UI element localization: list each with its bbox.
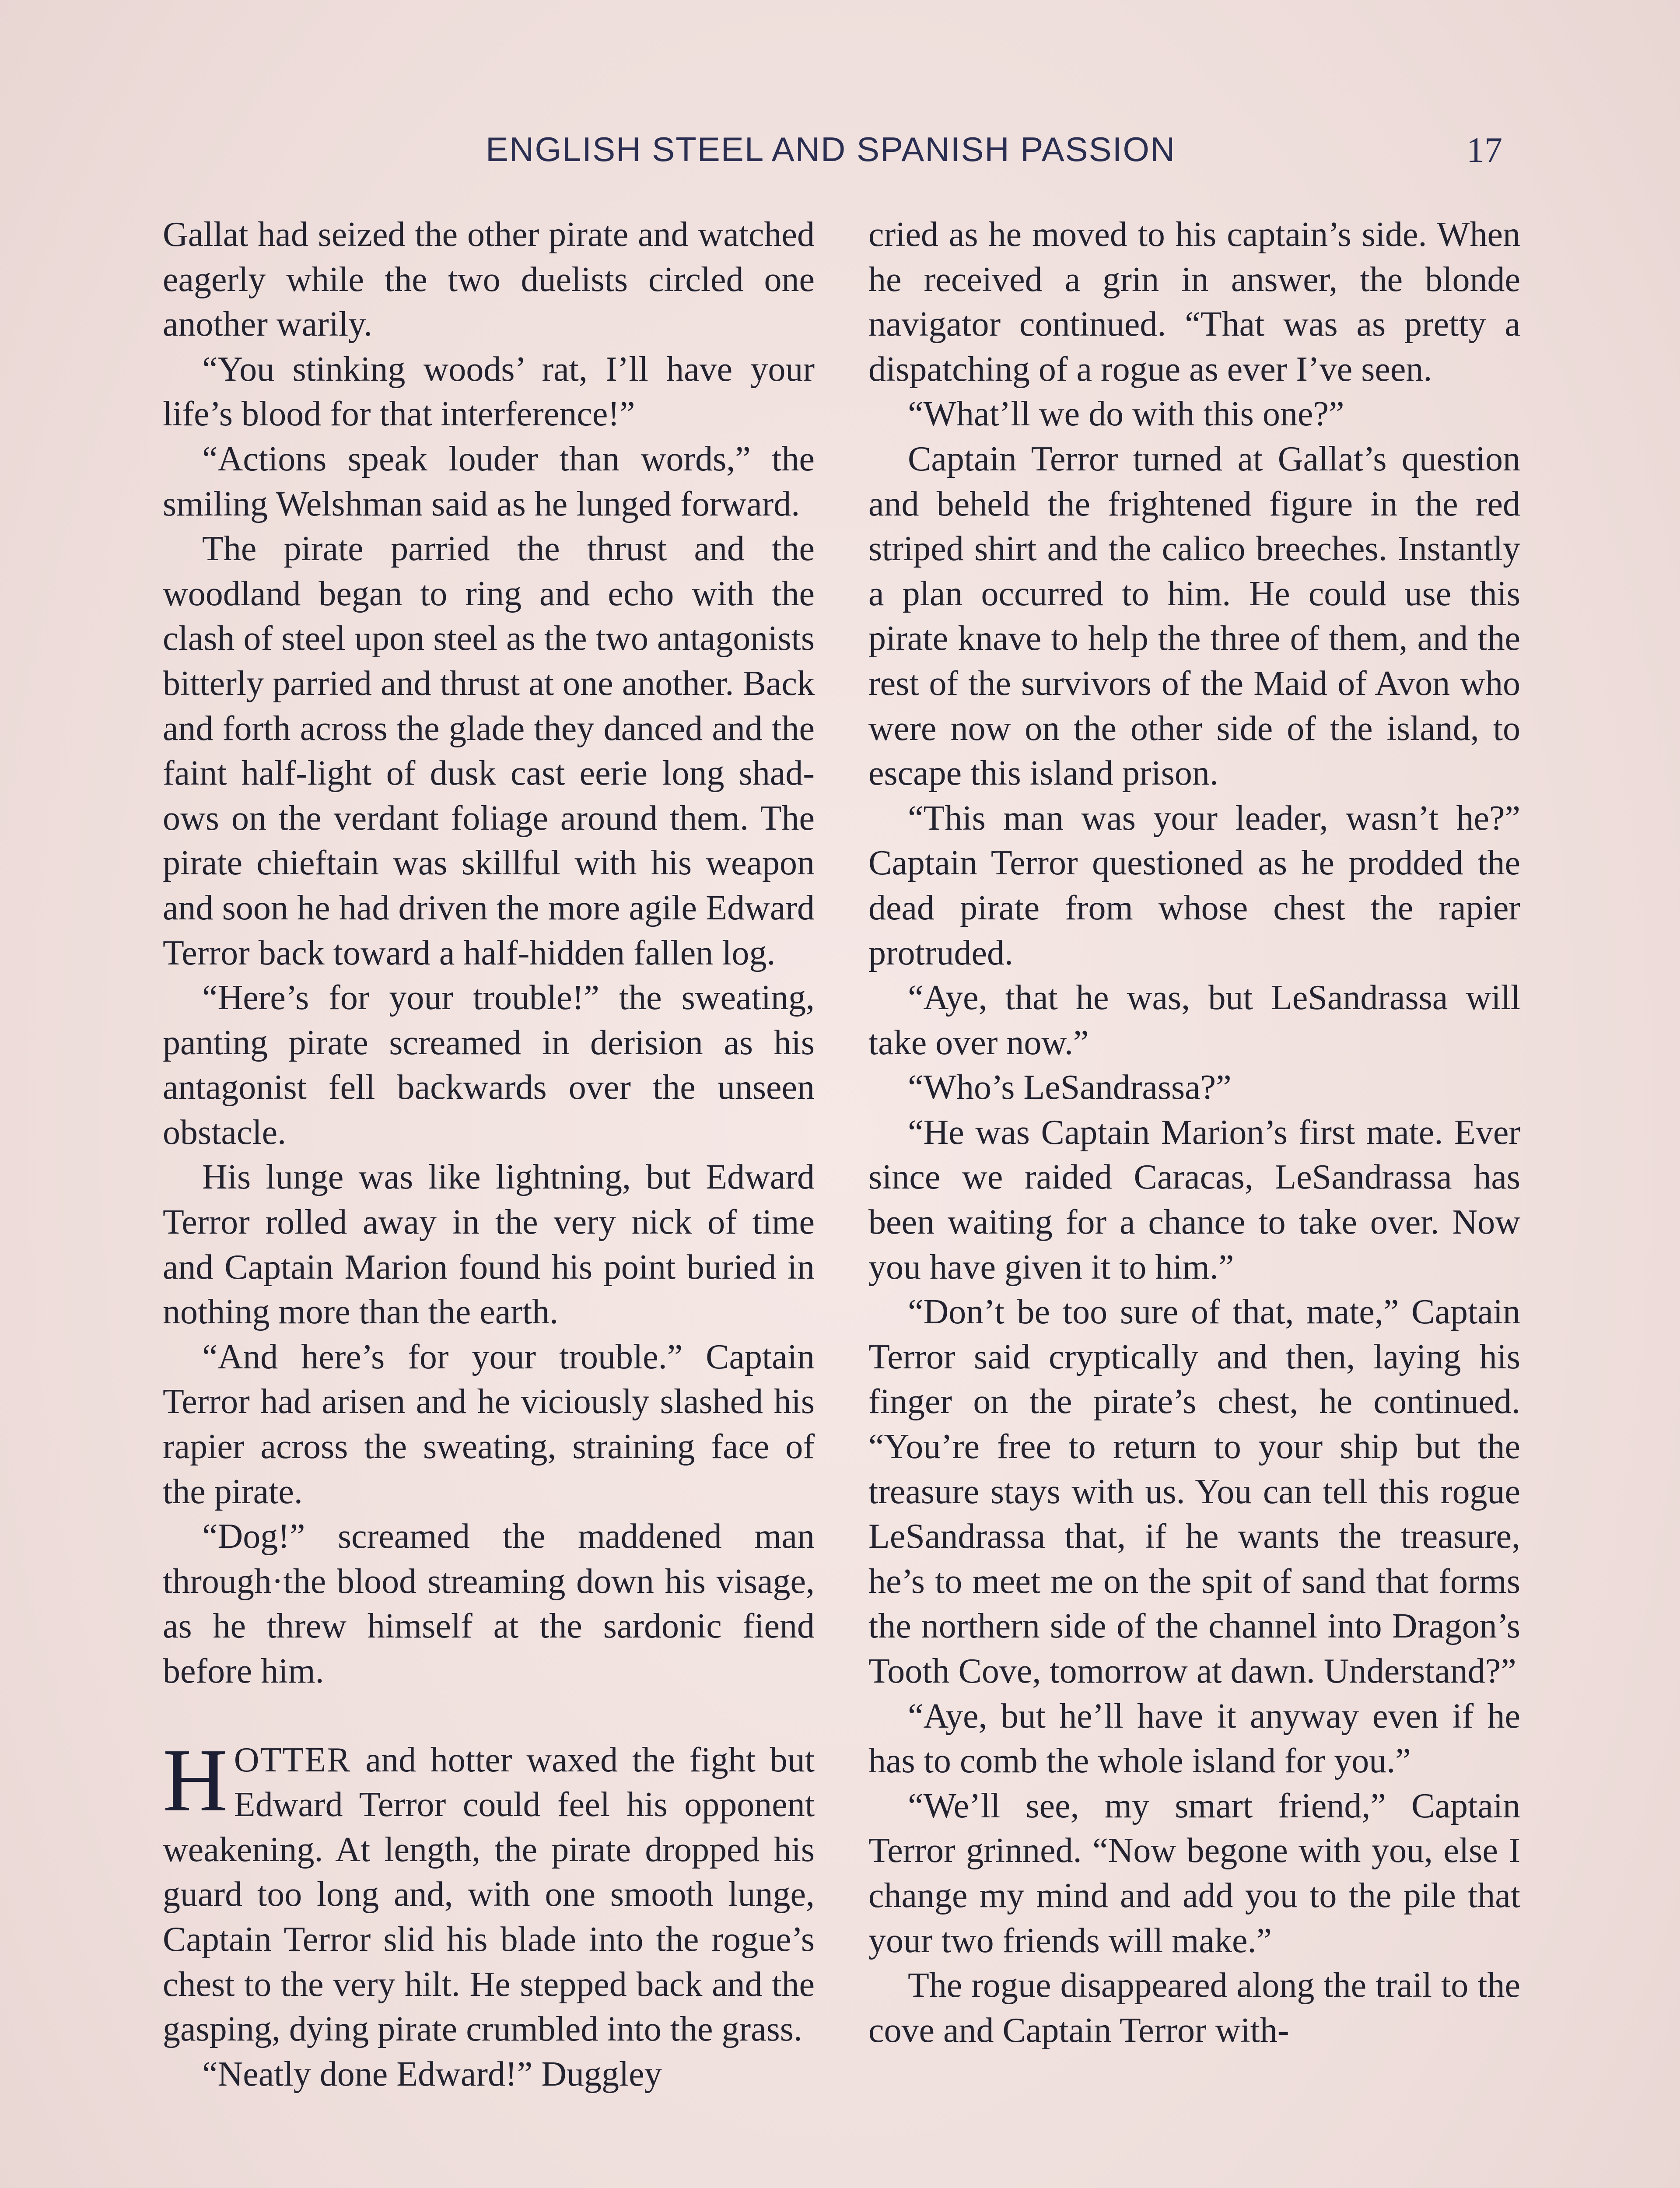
- paragraph: “Here’s for your trouble!” the sweating, panting pirate screamed in derision as his antagonist fell backwards over the unseen obstacle.: [163, 978, 815, 1152]
- paragraph: cried as he moved to his captain’s side. When he received a grin in answer, the blonde navigator continued. “That was as pretty a dispatching of a rogue as ever I’ve seen.: [868, 215, 1520, 389]
- section-opening-paragraph: [163, 1729, 815, 2052]
- page-number: 17: [1466, 130, 1502, 170]
- paragraph: “We’ll see, my smart friend,” Captain Terror grinned. “Now begone with you, else I change my mind and add you to the pile that your two friends will make.”: [868, 1786, 1520, 1960]
- paragraph: “What’ll we do with this one?”: [908, 395, 1344, 434]
- left-column: [163, 212, 815, 2097]
- paragraph: Captain Terror turned at Gallat’s question and beheld the frightened figure in the red striped shirt and the calico breeches. Instantly a plan occurred to him. He could use this pirate knave to help the three of them, and the rest of the survivors of the Maid of Avon who were now on the other side of the island, to escape this island prison.: [868, 439, 1520, 793]
- paragraph: The rogue disappeared along the trail to the cove and Captain Terror with-: [868, 1966, 1520, 2050]
- drop-cap: H: [163, 1729, 228, 1830]
- paragraph: “He was Captain Marion’s first mate. Ever since we raided Caracas, LeSandrassa has been waiting for a chance to take over. Now you have given it to him.”: [868, 1113, 1520, 1287]
- right-column: [868, 212, 1520, 2053]
- paragraph: “Actions speak louder than words,” the smiling Welshman said as he lunged forward.: [163, 439, 815, 523]
- paragraph: “Don’t be too sure of that, mate,” Captain Terror said cryptically and then, laying his finger on the pirate’s chest, he continued. “You’re free to return to your ship but the treasure stays with us. You can tell this rogue LeSandrassa that, if he wants the treasure, he’s to meet me on the spit of sand that forms the northern side of the channel into Dragon’s Tooth Cove, tomorrow at dawn. Understand?”: [868, 1293, 1520, 1690]
- paragraph: “Neatly done Edward!” Duggley: [202, 2055, 662, 2093]
- paragraph: “Aye, that he was, but LeSandrassa will take over now.”: [868, 978, 1520, 1062]
- paragraph: “And here’s for your trouble.” Captain Terror had arisen and he viciously slashed his rapier across the sweating, straining face of the pirate.: [163, 1337, 815, 1511]
- paragraph: The pirate parried the thrust and the woodland began to ring and echo with the clash of steel upon steel as the two antagonists bitterly parried and thrust at one another. Back and forth across the glade they danced and the faint half-light of dusk cast eerie long shadows on the verdant foliage around them. The pirate chieftain was skillful with his weapon and soon he had driven the more agile Edward Terror back toward a half-hidden fallen log.: [163, 529, 815, 972]
- paragraph: “You stinking woods’ rat, I’ll have your life’s blood for that interference!”: [163, 350, 815, 434]
- paragraph-text: and hotter waxed the fight but Edward Terror could feel his opponent weakening. At length, the pirate dropped his guard too long and, with one smooth lunge, Captain Terror slid his blade into the rogue’s chest to the very hilt. He stepped back and the gasping, dying pirate crumbled into the grass.: [163, 1740, 815, 2049]
- running-title: ENGLISH STEEL AND SPANISH PASSION: [486, 130, 1176, 168]
- paragraph: “Dog!” screamed the maddened man through·the blood streaming down his visage, as he threw himself at the sardonic fiend before him.: [163, 1517, 815, 1690]
- paragraph: Gallat had seized the other pirate and watched eagerly while the two duelists circled one another warily.: [163, 215, 815, 344]
- small-caps-lead: OTTER: [234, 1740, 351, 1779]
- paragraph: “Aye, but he’ll have it anyway even if he has to comb the whole island for you.”: [868, 1697, 1520, 1781]
- paragraph: His lunge was like lightning, but Edward Terror rolled away in the very nick of time and Captain Marion found his point buried in nothing more than the earth.: [163, 1158, 815, 1332]
- paragraph: “Who’s LeSandrassa?”: [908, 1068, 1232, 1107]
- paragraph: “This man was your leader, wasn’t he?” Captain Terror questioned as he prodded the dead pirate from whose chest the rapier protruded.: [868, 799, 1520, 972]
